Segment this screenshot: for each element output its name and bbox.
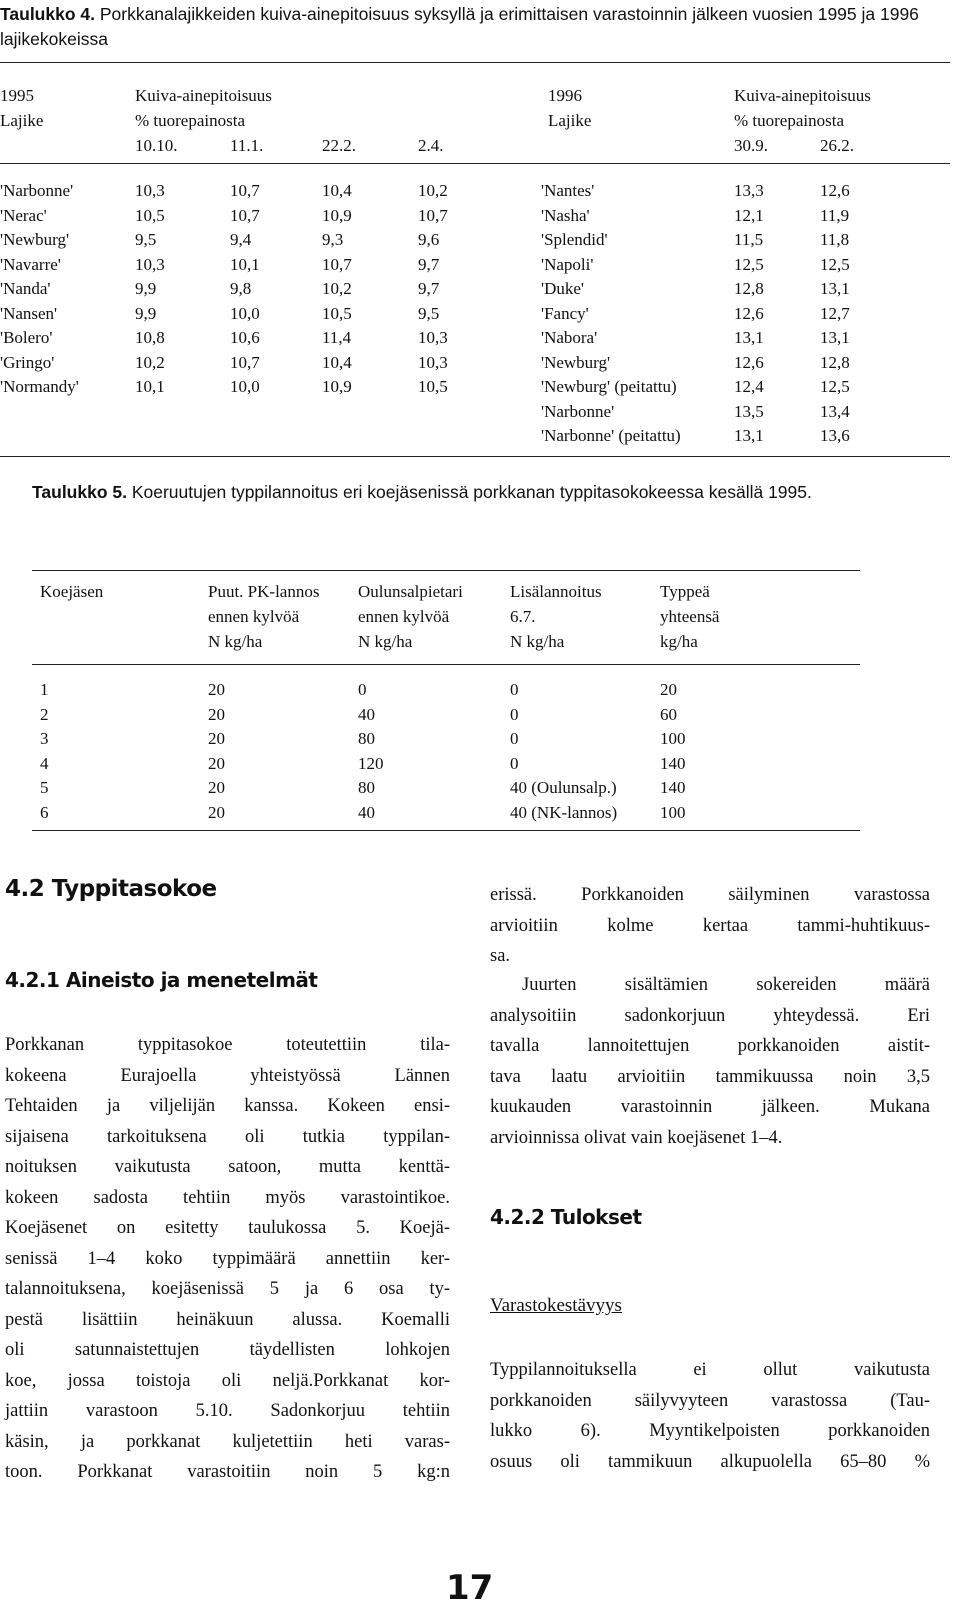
paragraph-line: porkkanoiden säilyvyyteen varastossa (Tau-	[490, 1390, 930, 1411]
table5-header-typpea-2: yhteensä	[660, 607, 720, 626]
table5-cell: 2	[40, 704, 49, 724]
paragraph-line: Typpilannoituksella ei ollut vaikutusta	[490, 1360, 930, 1380]
table4-value: 13,1	[820, 328, 850, 347]
paragraph-line: noituksen vaikutusta satoon, mutta kenttä-	[5, 1157, 450, 1177]
table4-header-lajike-1995: Lajike	[0, 111, 44, 130]
table4-body	[0, 181, 950, 451]
paragraph-line: talannoituksena, koejäsenissä 5 ja 6 osa ty-	[5, 1279, 450, 1299]
paragraph-line: jattiin varastoon 5.10. Sadonkorjuu tehtiin	[5, 1401, 450, 1421]
table4-value: 10,7	[230, 205, 260, 225]
table4-value: 11,4	[322, 328, 352, 347]
table4-row	[0, 353, 950, 378]
table5-cell: 140	[660, 778, 686, 797]
paragraph-line: arvioitiin kolme kertaa tammi-huhtikuus-	[490, 915, 930, 936]
table4-cultivar-1995: 'Gringo'	[0, 352, 55, 372]
table5-cell: 40 (Oulunsalp.)	[510, 778, 617, 797]
table5-cell: 0	[510, 704, 519, 724]
table4-date: 26.2.	[820, 136, 854, 155]
table5-cell: 40	[358, 802, 375, 822]
table4-value: 10,0	[230, 377, 260, 396]
table4-value: 13,6	[820, 426, 850, 445]
table4-cultivar-1995: 'Bolero'	[0, 328, 53, 347]
paragraph-line: kokeena Eurajoella yhteistyössä Lännen	[5, 1065, 450, 1086]
paragraph-line: analysoitiin sadonkorjuun yhteydessä. Eri	[490, 1005, 930, 1026]
table4-value: 12,6	[734, 352, 764, 372]
paragraph-line: käsin, ja porkkanat kuljetettiin heti varas-	[5, 1431, 450, 1452]
table5-header-row-1	[40, 582, 940, 607]
table5-header-oulunsalpietari-3: N kg/ha	[358, 632, 413, 651]
table5-row	[40, 754, 940, 779]
table4-caption	[0, 2, 950, 52]
table4-value: 12,5	[734, 254, 764, 274]
table5-cell: 0	[510, 729, 519, 748]
right-paragraph-1	[490, 880, 930, 972]
table4-cultivar-1996: 'Nantes'	[541, 181, 595, 200]
table4-cultivar-1996: 'Splendid'	[541, 230, 608, 249]
table5-caption-text: Koeruutujen typpilannoitus eri koejäsenissä porkkanan typpitasokokeessa kesällä 1995.	[126, 482, 812, 502]
table4-cultivar-1996: 'Nabora'	[541, 328, 598, 347]
table4-value: 13,5	[734, 401, 764, 421]
table4-bottom-rule	[0, 456, 950, 457]
table5-caption-label: Taulukko 5.	[32, 482, 127, 502]
table4-date: 10.10.	[135, 136, 178, 155]
paragraph-line: arvioinnissa olivat vain koejäsenet 1–4.	[490, 1127, 783, 1148]
table5-caption	[32, 480, 862, 505]
table4-value: 10,9	[322, 205, 352, 225]
table4-row	[0, 304, 950, 329]
table5-header-typpea-3: kg/ha	[660, 632, 698, 651]
table5-header-lisalannoitus-3: N kg/ha	[510, 632, 565, 651]
table4-cultivar-1995: 'Nanda'	[0, 279, 51, 298]
table4-value: 10,4	[322, 181, 352, 200]
table5-row	[40, 680, 940, 705]
table4-value: 9,9	[135, 303, 157, 323]
table4-value: 10,5	[418, 377, 448, 396]
table4-header-row-1	[0, 86, 950, 111]
table4-value: 9,7	[418, 279, 440, 298]
table4-value: 10,5	[135, 205, 165, 225]
table4-row	[0, 279, 950, 304]
table4-cultivar-1995: 'Normandy'	[0, 377, 79, 396]
table4-header-row-dates	[0, 136, 950, 161]
table5-cell: 20	[208, 680, 225, 699]
table5-header	[40, 582, 940, 657]
table4-value: 10,8	[135, 328, 165, 347]
table5-header-oulunsalpietari: Oulunsalpietari	[358, 582, 463, 601]
table4-caption-label: Taulukko 4.	[0, 4, 95, 24]
paragraph-line: erissä. Porkkanoiden säilyminen varastossa	[490, 885, 930, 905]
table5-header-lisalannoitus: Lisälannoitus	[510, 582, 602, 601]
table5-cell: 0	[358, 680, 367, 699]
paragraph-line: tavalla lannoitettujen porkkanoiden aistit-	[490, 1036, 930, 1056]
table5-cell: 5	[40, 778, 49, 797]
table5-header-pk-3: N kg/ha	[208, 632, 263, 651]
table4-row	[0, 402, 950, 427]
table5-cell: 20	[660, 680, 677, 699]
table5-cell: 100	[660, 729, 686, 748]
table4-header-rule	[0, 163, 950, 164]
table4-value: 12,1	[734, 205, 764, 225]
table5-cell: 60	[660, 704, 677, 724]
table5-row	[40, 705, 940, 730]
table4-value: 11,5	[734, 230, 764, 249]
table4-row	[0, 230, 950, 255]
table4-cultivar-1996: 'Napoli'	[541, 254, 594, 274]
table4-top-rule	[0, 62, 950, 63]
paragraph-line: tava laatu arvioitiin tammikuussa noin 3,5	[490, 1066, 930, 1087]
paragraph-line: senissä 1–4 koko typpimäärä annettiin ker-	[5, 1248, 450, 1269]
table5-header-oulunsalpietari-2: ennen kylvöä	[358, 607, 450, 626]
paragraph-line: kokeen sadosta tehtiin myös varastointikoe.	[5, 1187, 450, 1208]
table4-cultivar-1996: 'Narbonne'	[541, 401, 615, 421]
table4-value: 11,8	[820, 230, 850, 249]
table4-row	[0, 426, 950, 451]
paragraph-line: kuukauden varastoinnin jälkeen. Mukana	[490, 1097, 930, 1117]
table4-value: 12,6	[820, 181, 850, 200]
table5-cell: 20	[208, 778, 225, 797]
paragraph-line: Koejäsenet on esitetty taulukossa 5. Koejä-	[5, 1218, 450, 1238]
table5-cell: 3	[40, 729, 49, 748]
table4-header-lajike-1996: Lajike	[548, 111, 592, 130]
page-number: 17	[446, 1568, 494, 1608]
table5-body	[40, 680, 940, 827]
table4-value: 10,1	[135, 377, 165, 396]
table4-row	[0, 255, 950, 280]
table4-value: 10,3	[135, 254, 165, 274]
table4-rows	[0, 181, 950, 451]
table4-value: 9,7	[418, 254, 440, 274]
table4-date: 30.9.	[734, 136, 768, 155]
table4-header-year-1996: 1996	[548, 86, 582, 105]
paragraph-line: osuus oli tammikuun alkupuolella 65–80 %	[490, 1451, 930, 1472]
table4-value: 13,1	[820, 279, 850, 298]
table4-value: 10,2	[135, 352, 165, 372]
table4-row	[0, 206, 950, 231]
table4-value: 10,3	[135, 181, 165, 200]
table5-cell: 140	[660, 753, 686, 773]
table4-value: 12,5	[820, 254, 850, 274]
table4-cultivar-1995: 'Newburg'	[0, 230, 70, 249]
table4-row	[0, 328, 950, 353]
table5-header-pk-2: ennen kylvöä	[208, 607, 300, 626]
paragraph-line: sijaisena tarkoituksena oli tutkia typpilan-	[5, 1126, 450, 1147]
table5-bottom-rule	[32, 830, 860, 831]
table4-value: 9,5	[418, 303, 440, 323]
table4-value: 10,2	[322, 279, 352, 298]
paragraph-line: Juurten sisältämien sokereiden määrä	[522, 975, 930, 995]
subheading-varastokestavyys: Varastokestävyys	[490, 1295, 622, 1316]
table5-cell: 40	[358, 704, 375, 724]
paragraph-line: sa.	[490, 946, 511, 966]
table5-rows	[40, 680, 940, 827]
table5-cell: 40 (NK-lannos)	[510, 802, 618, 822]
table4-value: 12,5	[820, 377, 850, 396]
table4-value: 10,0	[230, 303, 260, 323]
table5-header-lisalannoitus-2: 6.7.	[510, 607, 536, 626]
table4-value: 11,9	[820, 205, 850, 225]
table4-cultivar-1996: 'Newburg' (peitattu)	[541, 377, 677, 396]
table5-cell: 4	[40, 753, 49, 773]
table4-cultivar-1996: 'Duke'	[541, 279, 584, 298]
table5-cell: 20	[208, 729, 225, 748]
table5-header-row-3	[40, 632, 940, 657]
table4-cultivar-1995: 'Nerac'	[0, 205, 47, 225]
table4-value: 10,7	[418, 205, 448, 225]
table5-header-typpea: Typpeä	[660, 582, 710, 601]
table5-row	[40, 778, 940, 803]
table5-cell: 100	[660, 802, 686, 822]
right-paragraph-3	[490, 1355, 930, 1477]
table5-cell: 0	[510, 680, 519, 699]
table4-header-title-1996: Kuiva-ainepitoisuus	[734, 86, 871, 105]
table4-value: 12,4	[734, 377, 764, 396]
table4-cultivar-1995: 'Nansen'	[0, 303, 58, 323]
paragraph-line: koe, jossa toistoja oli neljä.Porkkanat kor-	[5, 1370, 450, 1391]
paragraph-line: Porkkanan typpitasokoe toteutettiin tila-	[5, 1035, 450, 1055]
table5-top-rule	[32, 570, 860, 571]
table4-date: 22.2.	[322, 136, 356, 155]
paragraph-line: pestä lisättiin heinäkuun alussa. Koemalli	[5, 1309, 450, 1330]
table4-cultivar-1996: 'Nasha'	[541, 205, 590, 225]
table5-header-rule	[32, 664, 860, 665]
table4-value: 12,8	[734, 279, 764, 298]
paragraph-line: Tehtaiden ja viljelijän kanssa. Kokeen ensi-	[5, 1096, 450, 1116]
table5-cell: 1	[40, 680, 49, 699]
table5-cell: 80	[358, 729, 375, 748]
table4-cultivar-1996: 'Fancy'	[541, 303, 589, 323]
table5-row	[40, 729, 940, 754]
table4-value: 9,6	[418, 230, 440, 249]
table5-cell: 20	[208, 753, 225, 773]
table4-row	[0, 377, 950, 402]
table4-value: 12,8	[820, 352, 850, 372]
table5-cell: 120	[358, 753, 384, 773]
table4-value: 9,5	[135, 230, 157, 249]
table4-date: 11.1.	[230, 136, 264, 155]
table4-date: 2.4.	[418, 136, 444, 155]
section-heading-4-2-2: 4.2.2 Tulokset	[490, 1205, 642, 1229]
table4-value: 12,7	[820, 303, 850, 323]
table4-value: 13,1	[734, 328, 764, 347]
table4-value: 10,4	[322, 352, 352, 372]
table4-caption-text: Porkkanalajikkeiden kuiva-ainepitoisuus syksyllä ja erimittaisen varastoinnin jälkeen vuosien 1995 ja 1996 lajikekokeissa	[0, 4, 919, 49]
table4	[0, 86, 950, 161]
right-paragraph-2	[490, 970, 930, 1153]
table4-header-unit-1995: % tuorepainosta	[135, 111, 245, 130]
table4-value: 10,3	[418, 352, 448, 372]
table5-header-row-2	[40, 607, 940, 632]
table4-value: 10,7	[322, 254, 352, 274]
paragraph-line: oli satunnaistettujen täydellisten lohkojen	[5, 1340, 450, 1360]
table4-value: 13,1	[734, 426, 764, 445]
table4-value: 13,3	[734, 181, 764, 200]
table5-cell: 20	[208, 802, 225, 822]
table4-value: 9,4	[230, 230, 252, 249]
table5-cell: 6	[40, 802, 49, 822]
table4-value: 10,7	[230, 352, 260, 372]
left-paragraph	[5, 1030, 450, 1488]
table5-row	[40, 803, 940, 828]
table4-value: 9,8	[230, 279, 252, 298]
table4-cultivar-1996: 'Narbonne' (peitattu)	[541, 426, 681, 445]
table4-value: 10,1	[230, 254, 260, 274]
table5-cell: 20	[208, 704, 225, 724]
table4-value: 9,9	[135, 279, 157, 298]
table4-header-unit-1996: % tuorepainosta	[734, 111, 844, 130]
table4-value: 13,4	[820, 401, 850, 421]
section-heading-4-2-1: 4.2.1 Aineisto ja menetelmät	[5, 968, 318, 992]
table5-cell: 0	[510, 753, 519, 773]
table4-header-title-1995: Kuiva-ainepitoisuus	[135, 86, 272, 105]
table4-value: 10,6	[230, 328, 260, 347]
table5-header-koejasen: Koejäsen	[40, 582, 104, 601]
table5-header-pk: Puut. PK-lannos	[208, 582, 320, 601]
paragraph-line: toon. Porkkanat varastoitiin noin 5 kg:n	[5, 1462, 450, 1482]
table4-value: 10,9	[322, 377, 352, 396]
table4-cultivar-1995: 'Navarre'	[0, 254, 61, 274]
paragraph-line: lukko 6). Myyntikelpoisten porkkanoiden	[490, 1421, 930, 1441]
table4-cultivar-1995: 'Narbonne'	[0, 181, 74, 200]
table4-value: 10,5	[322, 303, 352, 323]
table4-value: 10,2	[418, 181, 448, 200]
table4-value: 10,7	[230, 181, 260, 200]
table4-header-row-2	[0, 111, 950, 136]
table4-value: 12,6	[734, 303, 764, 323]
table4-cultivar-1996: 'Newburg'	[541, 352, 611, 372]
table4-value: 9,3	[322, 230, 344, 249]
table4-row	[0, 181, 950, 206]
table4-header-year-1995: 1995	[0, 86, 34, 105]
table4-value: 10,3	[418, 328, 448, 347]
section-heading-4-2: 4.2 Typpitasokoe	[5, 876, 217, 902]
table5-cell: 80	[358, 778, 375, 797]
